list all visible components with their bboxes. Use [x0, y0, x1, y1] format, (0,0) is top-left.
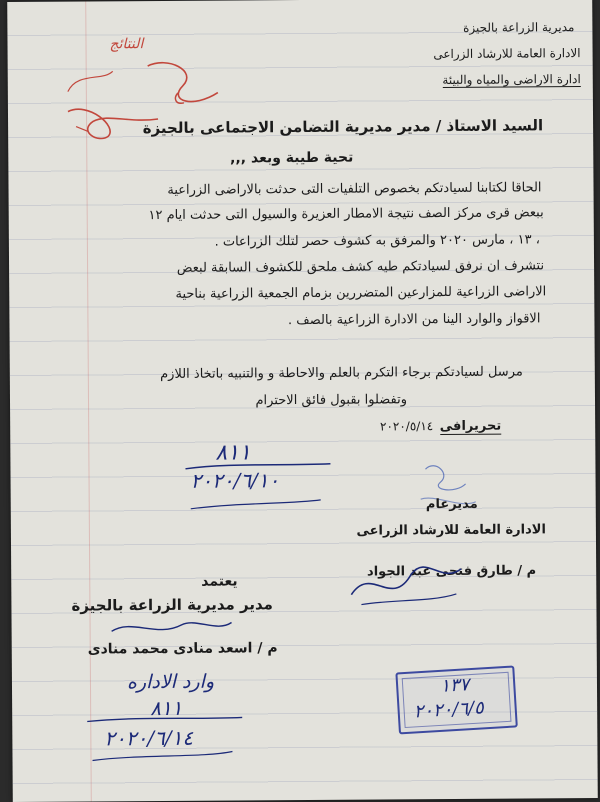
registration-stamp: [395, 665, 517, 734]
blue-initial-mark: [405, 454, 495, 525]
closing-line-1: مرسل لسيادتكم برجاء التكرم بالعلم والاحاطة و والتنبيه باتخاذ اللازم: [160, 364, 523, 382]
header-line-1: مديرية الزراعة بالجيزة: [462, 20, 575, 35]
document-page: [7, 0, 598, 802]
body-line-6: الاقواز والوارد الينا من الادارة الزراعية بالصف .: [287, 311, 541, 329]
header-line-3: ادارة الاراضى والمياه والبيئة: [442, 72, 581, 88]
signatory-title-2: الادارة العامة للارشاد الزراعى: [356, 522, 546, 539]
body-line-3: ، ١٣ ، مارس ٢٠٢٠ والمرفق به كشوف حصر لتلك الزراعات .: [214, 232, 540, 250]
incoming-ref-number: ٨١١: [150, 695, 183, 721]
right-signature-scribble: [341, 554, 471, 615]
header-line-2: الادارة العامة للارشاد الزراعى: [433, 46, 581, 62]
signatory-title-1: مديرعام: [425, 496, 478, 513]
body-line-4: نتشرف ان نرفق لسيادتكم طيه كشف ملحق للكشوف السابقة لبعض: [176, 258, 545, 276]
incoming-underline: [82, 715, 252, 766]
handwritten-ref-number: ٨١١: [215, 440, 251, 466]
approver-name: م / اسعد منادى محمد منادى: [87, 640, 278, 658]
body-line-1: الحاقا لكتابنا لسيادتكم بخصوص التلفيات التى حدثت بالاراضى الزراعية: [167, 180, 542, 198]
approve-label: يعتمد: [201, 573, 238, 590]
date-value: ٢٠٢٠/٥/١٤: [379, 419, 434, 434]
left-signature-scribble: [101, 612, 241, 643]
red-marginal-note: النتائج: [109, 36, 144, 53]
handwritten-ref-date: ٢٠٢٠/٦/١٠: [190, 468, 280, 493]
closing-line-2: وتفضلوا بقبول فائق الاحترام: [255, 392, 408, 409]
incoming-admin-label: وارد الاداره: [126, 670, 215, 694]
approver-title: مدير مديرية الزراعة بالجيزة: [71, 595, 273, 615]
greeting-line: تحية طيبة وبعد ,,,: [230, 149, 354, 167]
stamp-date: ٢٠٢٠/٦/٥: [413, 697, 485, 723]
stamp-number: ١٣٧: [439, 674, 470, 697]
date-label: تحريرافى: [439, 418, 502, 435]
body-line-5: الاراضى الزراعية للمزارعين المتضررين بزمام الجمعية الزراعية بناحية: [175, 284, 547, 302]
incoming-ref-date: ٢٠٢٠/٦/١٤: [104, 725, 194, 751]
addressee-line: السيد الاستاذ / مدير مديرية التضامن الاجتماعى بالجيزة: [142, 116, 544, 138]
body-line-2: ببعض قرى مركز الصف نتيجة الامطار العزيرة والسيول التى حدثت ايام ١٢: [148, 205, 544, 224]
signatory-name: م / طارق فتحى عبد الجواد: [366, 563, 537, 580]
handwritten-underline: [180, 460, 340, 521]
